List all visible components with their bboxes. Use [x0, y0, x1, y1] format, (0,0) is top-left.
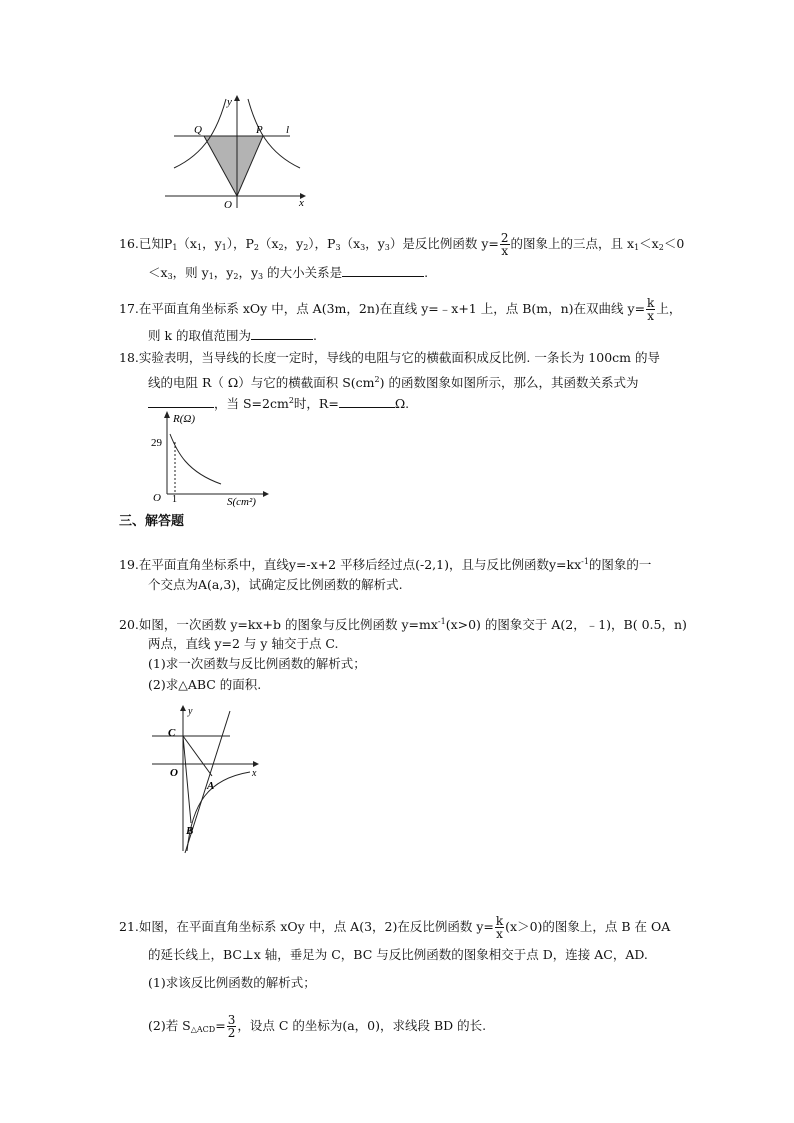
label-p: P: [256, 124, 263, 136]
s-axis-arrow: [263, 491, 269, 497]
q20-line4: (2)求△ABC 的面积.: [148, 677, 262, 692]
q17-number: 17.: [119, 301, 139, 316]
fraction-k-over-x: $\frac{k}{x}$: [647, 296, 655, 323]
label-l: l: [286, 124, 290, 136]
figure-q18: [145, 408, 275, 508]
q21-number: 21.: [119, 919, 139, 934]
q16-number: 16.: [119, 236, 139, 251]
q21-line2: 的延长线上，BC⊥x 轴，垂足为 C，BC 与反比例函数的图象相交于点 D，连接 AC，AD.: [148, 947, 648, 962]
q17-line1: 17.在平面直角坐标系 xOy 中，点 A(3m，2n)在直线 y=﹣x+1 上，点 B(m，n)在双曲线 y= $\frac{k}{x}$ 上，: [119, 296, 682, 323]
fraction-2-over-x: $\frac{2}{x}$: [500, 231, 509, 258]
label-y: y: [188, 706, 193, 717]
label-x: x: [252, 768, 257, 779]
label-origin: O: [153, 492, 161, 504]
fraction-3-over-2: $\frac{3}{2}$: [227, 1013, 236, 1040]
q21-line1: 21.如图，在平面直角坐标系 xOy 中，点 A(3，2)在反比例函数 y= $\frac{k}{x}$ (x＞0)的图象上，点 B 在 OA: [119, 914, 671, 941]
label-q: Q: [194, 124, 202, 136]
label-o: O: [224, 199, 232, 211]
q19-number: 19.: [119, 557, 139, 572]
q21-line3: (1)求该反比例函数的解析式；: [148, 975, 316, 990]
label-y: y: [227, 96, 232, 108]
q18-line3: ，当 $S=2cm^2$时，R= Ω.: [148, 393, 409, 412]
label-r: R(Ω): [173, 413, 195, 425]
label-b: B: [186, 825, 194, 837]
answer-blank-q16[interactable]: [342, 264, 424, 277]
q20-number: 20.: [119, 617, 139, 632]
q16-line2: $<x_3$，则 $y_1$，$y_2$，$y_3$ 的大小关系是 .: [148, 265, 429, 281]
label-a: A: [207, 780, 215, 792]
y-axis-arrow: [234, 95, 240, 101]
fraction-k-over-x: $\frac{k}{x}$: [495, 914, 504, 941]
inverse-function-curve: [187, 772, 250, 851]
figure-q15: [160, 93, 310, 213]
q18-line1: 18.实验表明，当导线的长度一定时，导线的电阻与它的横截面积成反比例. 一条长为 100cm 的导: [119, 350, 660, 365]
y-axis-arrow: [180, 705, 186, 711]
answer-blank-q18-r[interactable]: [339, 395, 395, 408]
r-axis-arrow: [164, 411, 170, 418]
figure-q20: [150, 703, 265, 855]
q16-line1: 16.已知$P_1(x_1$，$y_1$），$P_2(x_2$，$y_2$），$P_3(x_3$，$y_3$）是反比例函数 y= $\frac{2}{x}$ 的图象上的三点，且 $x_1<x_2<0$: [119, 231, 685, 258]
q20-line3: (1)求一次函数与反比例函数的解析式；: [148, 656, 366, 671]
q18-number: 18.: [119, 350, 139, 365]
segment-cb: [183, 736, 191, 823]
q21-line4: (2)若 $S_{\triangle ACD}=$ $\frac{3}{2}$ ，设点 C 的坐标为(a，0)，求线段 BD 的长.: [148, 1013, 487, 1040]
label-s: S(cm²): [227, 496, 256, 508]
q20-line1: 20.如图，一次函数 y=kx+b 的图象与反比例函数 $y=mx^{-1}(x>0)$ 的图象交于 A(2，﹣1)，B( 0.5，n): [119, 617, 687, 632]
inverse-curve: [170, 434, 221, 484]
section-title: 三、解答题: [119, 514, 185, 529]
label-c: C: [168, 727, 176, 739]
label-one: 1: [172, 494, 177, 505]
q19-line1: 19.在平面直角坐标系中，直线y=-x+2 平移后经过点(-2,1)，且与反比例函数$y=kx^{-1}$的图象的一: [119, 557, 652, 572]
answer-blank-q17[interactable]: [251, 327, 313, 340]
q18-line2: 线的电阻 R（ Ω）与它的横截面积 $S(cm^2)$ 的函数图象如图所示，那么，其函数关系式为: [148, 375, 639, 390]
q20-line2: 两点，直线 y=2 与 y 轴交于点 C.: [148, 636, 339, 651]
shaded-triangle-qop: [204, 136, 263, 196]
label-o: O: [170, 767, 178, 779]
answer-blank-q18-function[interactable]: [148, 395, 214, 408]
label-29: 29: [151, 437, 162, 449]
label-x: x: [299, 197, 304, 209]
q17-line2: 则 k 的取值范围为 .: [148, 328, 318, 343]
x-axis-arrow: [253, 761, 259, 767]
segment-ca: [183, 736, 212, 776]
q19-line2: 个交点为A(a,3)，试确定反比例函数的解析式.: [148, 577, 403, 592]
